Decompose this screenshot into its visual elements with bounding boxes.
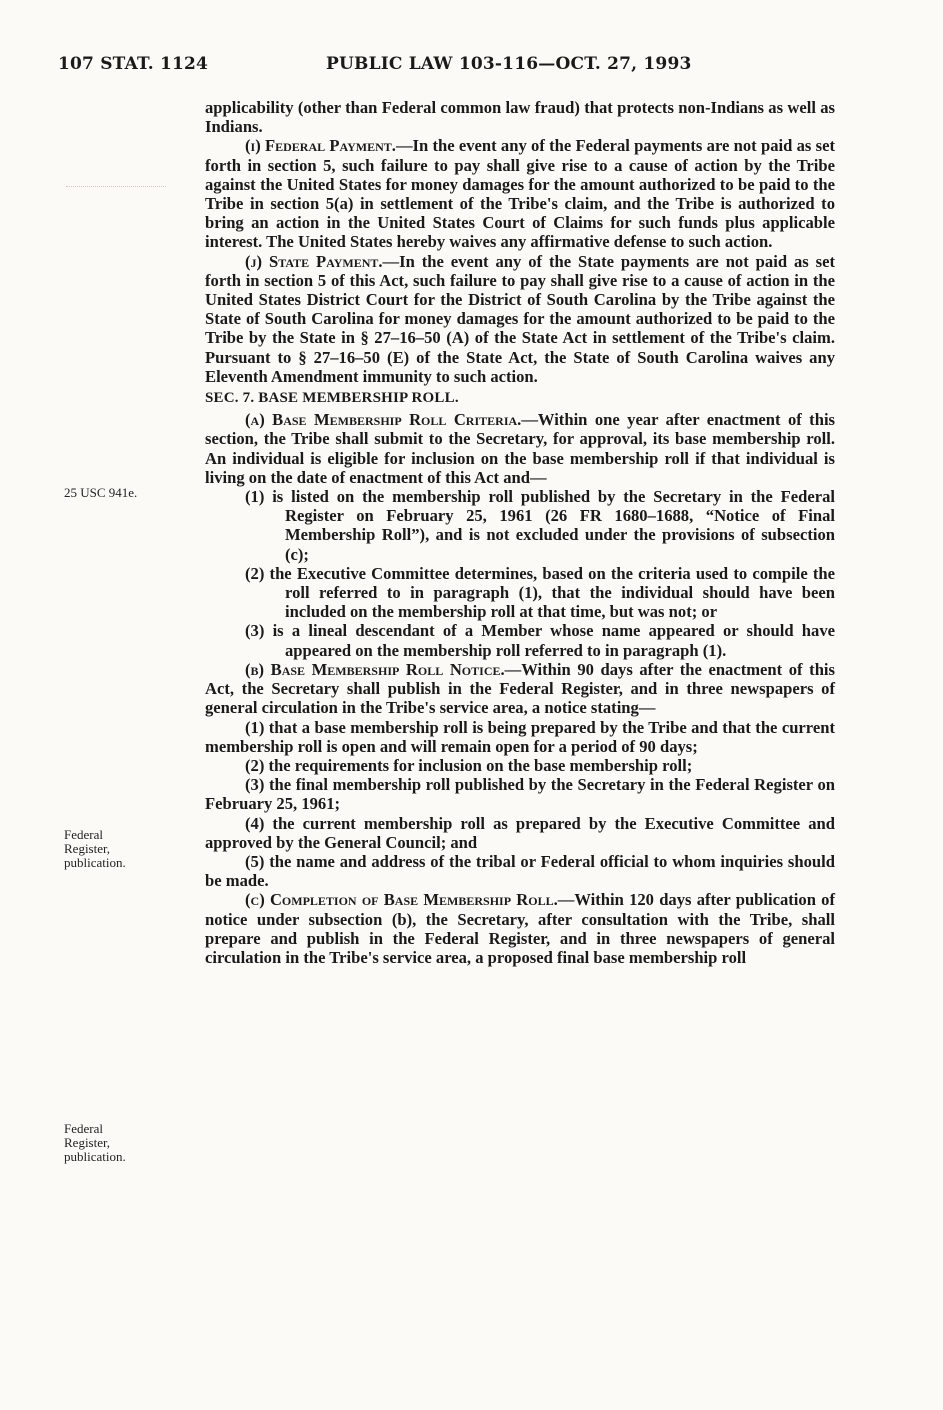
- page-header: [58, 54, 838, 84]
- faint-rule: [66, 186, 166, 187]
- margin-note-line: Federal: [64, 1121, 103, 1136]
- paragraph-b4: (4) the current membership roll as prepared by the Executive Committee and approved by the General Council; and: [205, 813, 835, 852]
- subsection-b: [205, 660, 835, 718]
- subsection-heading: (c) Completion of Base Membership Roll.: [245, 890, 558, 910]
- subsection-i: [205, 136, 835, 251]
- subsection-a: [205, 410, 835, 487]
- margin-note-line: Register,: [64, 1135, 111, 1150]
- paragraph-a3: (3) is a lineal descendant of a Member whose name appeared or should have appeared on the membership roll referred to in paragraph (1).: [245, 621, 835, 660]
- margin-note-line: publication.: [64, 1149, 126, 1164]
- paragraph-b1: (1) that a base membership roll is being prepared by the Tribe and that the current membership roll is open and will remain open for a period of 90 days;: [205, 717, 835, 756]
- subsection-heading: (a) Base Membership Roll Criteria.: [245, 410, 522, 430]
- subsection-heading: (j) State Payment.: [245, 251, 383, 271]
- statute-text: [205, 98, 835, 967]
- margin-note-federal-register-1: [64, 828, 184, 870]
- paragraph-a1: (1) is listed on the membership roll published by the Secretary in the Federal Register on February 25, 1961 (26 FR 1680–1688, “Notice of Final Membership Roll”), and is not excluded under the provisions of subsection (c);: [245, 487, 835, 564]
- paragraph-b3: (3) the final membership roll published by the Secretary in the Federal Register on February 25, 1961;: [205, 775, 835, 814]
- paragraph-b5: (5) the name and address of the tribal or Federal official to whom inquiries should be made.: [205, 851, 835, 891]
- paragraph-b2: (2) the requirements for inclusion on the base membership roll;: [245, 755, 693, 775]
- subsection-body: —Within 120 days after publication of notice under subsection (b), the Secretary, after consultation with the Tribe, shall prepare and publish in the Federal Register, and in three newspapers of general circulation in the Tribe's service area, a proposed final base membership roll: [205, 890, 835, 967]
- margin-note-line: Federal: [64, 827, 103, 842]
- subsection-heading: (i) Federal Payment.: [245, 136, 396, 156]
- margin-note-federal-register-2: [64, 1122, 184, 1164]
- subsection-heading: (b) Base Membership Roll Notice.: [245, 659, 505, 679]
- margin-note-line: Register,: [64, 841, 111, 856]
- subsection-body: —In the event any of the State payments are not paid as set forth in section 5 of this Act, such failure to pay shall give rise to a cause of action in the United States District Court for the District of South Carolina by the Tribe against the State of South Carolina for money damages for the amount authorized to be paid to the Tribe by the State in § 27–16–50 (A) of the State Act in settlement of the Tribe's claim. Pursuant to § 27–16–50 (E) of the State Act, the State of South Carolina waives any Eleventh Amendment immunity to such action.: [205, 251, 835, 386]
- subsection-j: [205, 252, 835, 386]
- subsection-body: —Within 90 days after the enactment of this Act, the Secretary shall publish in the Federal Register, and in three newspapers of general circulation in the Tribe's service area, a notice stating—: [205, 659, 835, 718]
- margin-note-line: publication.: [64, 855, 126, 870]
- section-heading: SEC. 7. BASE MEMBERSHIP ROLL.: [205, 390, 459, 407]
- page-number: 107 STAT. 1124: [58, 54, 209, 74]
- subsection-body: —Within one year after enactment of this section, the Tribe shall submit to the Secretary, for approval, its base membership roll. An individual is eligible for inclusion on the base membership roll if that individual is living on the date of enactment of this Act and—: [205, 410, 836, 487]
- margin-note-usc: 25 USC 941e.: [64, 485, 138, 500]
- running-title: PUBLIC LAW 103-116—OCT. 27, 1993: [326, 54, 692, 74]
- subsection-body: —In the event any of the Federal payments are not paid as set forth in section 5, such failure to pay shall give rise to a cause of action by the Tribe against the United States for money damages for the amount authorized to be paid to the Tribe in section 5(a) in settlement of the Tribe's claim, and the Tribe is authorized to bring an action in the United States Court of Claims for such funds plus applicable interest. The United States hereby waives any affirmative defense to such action.: [205, 136, 835, 252]
- paragraph-a2: (2) the Executive Committee determines, based on the criteria used to compile the roll referred to in paragraph (1), that the individual should have been included on the membership roll at that time, but was not; or: [245, 563, 835, 622]
- continued-paragraph: applicability (other than Federal common law fraud) that protects non-Indians as well as Indians.: [205, 98, 835, 137]
- subsection-c: [205, 890, 835, 967]
